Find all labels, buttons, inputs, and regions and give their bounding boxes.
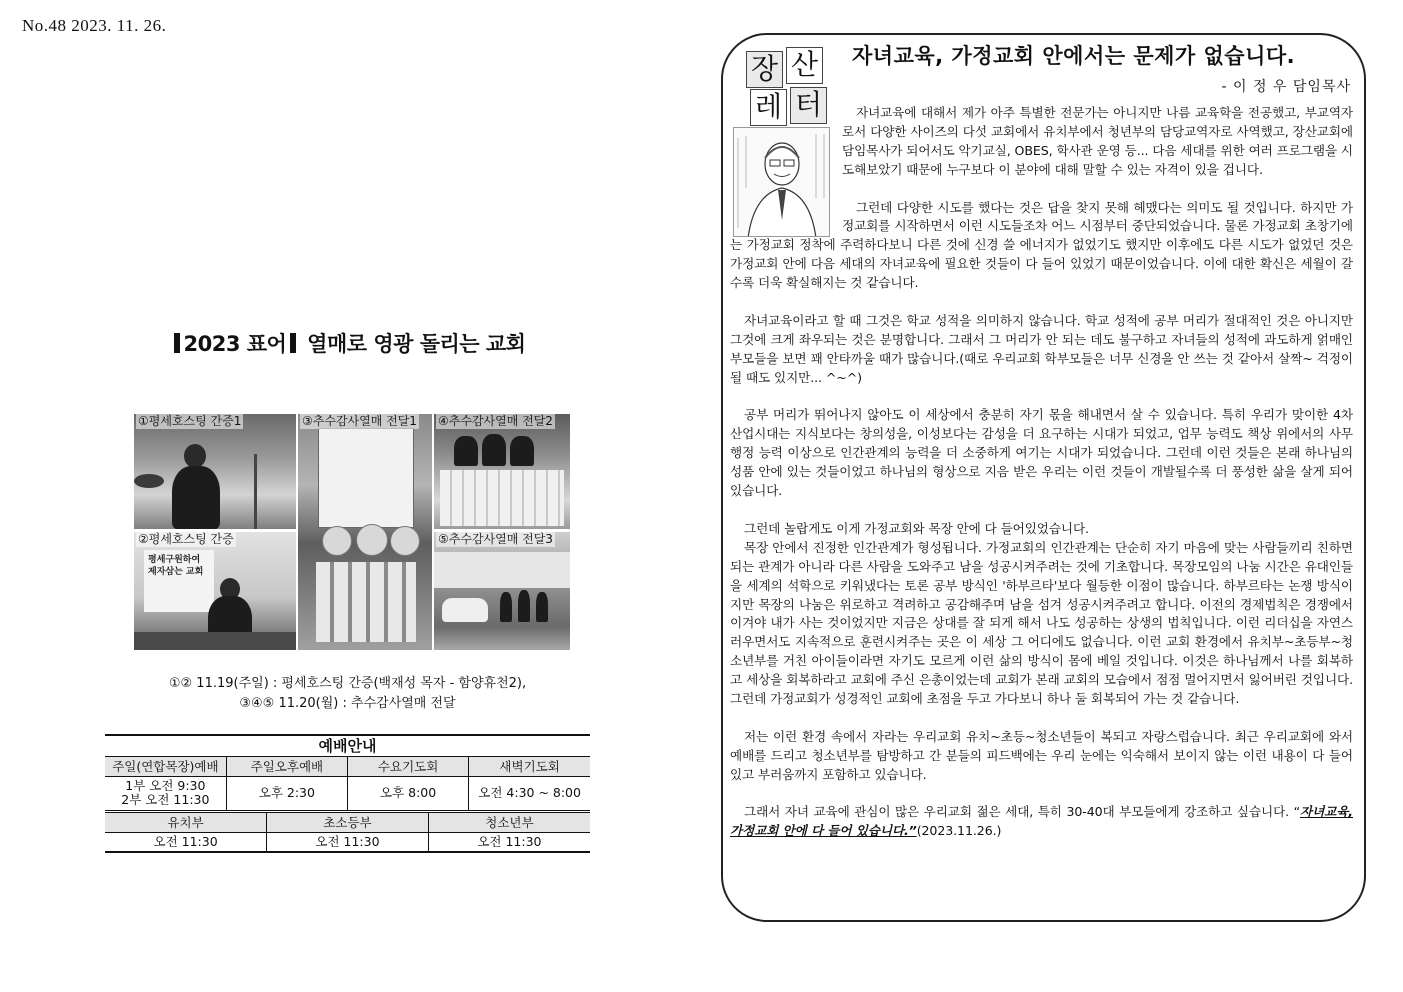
photo-caption-5: ⑤추수감사열매 전달3 — [438, 532, 553, 546]
motto-bar-right — [290, 333, 296, 353]
motto-heading — [105, 328, 590, 358]
header-youth: 청소년부 — [428, 813, 590, 832]
letter-paragraph-7 — [730, 803, 1353, 841]
worship-table — [105, 757, 590, 810]
wednesday-time: 오후 8:00 — [348, 776, 469, 810]
stamp-char-2: 산 — [786, 47, 823, 84]
photo-description-line2: ③④⑤ 11.20(월) : 추수감사열매 전달 — [239, 696, 456, 711]
photo-caption-2: ②평세호스팅 간증 — [138, 532, 234, 546]
issue-number: No.48 2023. 11. 26. — [22, 16, 167, 35]
closing-text: 그래서 자녀 교육에 관심이 많은 우리교회 젊은 세대, 특히 30-40대 부모들에게 강조하고 싶습니다. “ — [744, 804, 1301, 820]
photo-harvest-3 — [434, 532, 570, 650]
photo-banner: 평세구원하여 제자삼는 교회 — [144, 550, 214, 612]
header-sunday: 주일(연합목장)예배 — [105, 757, 226, 776]
header-elementary: 초소등부 — [267, 813, 429, 832]
photo-caption-1: ①평세호스팅 간증1 — [138, 414, 242, 428]
photo-testimony-2 — [134, 532, 296, 650]
motto-text: 열매로 영광 돌리는 교회 — [307, 332, 526, 356]
stamp-char-1: 장 — [746, 51, 783, 88]
photo-harvest-1 — [298, 414, 432, 650]
photo-description — [105, 674, 590, 714]
kindergarten-time: 오전 11:30 — [153, 833, 218, 849]
department-table — [105, 813, 590, 851]
letter-author: - 이 정 우 담임목사 — [1221, 79, 1351, 95]
header-dawn: 새벽기도회 — [469, 757, 590, 776]
photo-harvest-2 — [434, 414, 570, 529]
stamp-char-3: 레 — [750, 89, 787, 126]
letter-title: 자녀교육, 가정교회 안에서는 문제가 없습니다. — [852, 44, 1296, 68]
photo-testimony-1 — [134, 414, 296, 529]
letter-paragraph-1: 자녀교육에 대해서 제가 아주 특별한 전문가는 아니지만 나름 교육학을 전공했고, 부교역자로서 다양한 사이즈의 다섯 교회에서 유치부에서 청년부의 담당교역자로 사역했고, 장산교회에 담임목사가 되어서도 악기교실, OBES, 학사관 운영 등... 다음 세대를 위한 여러 프로그램을 시도해보았기 때문에 누구보다 이 분야에 대해 말할 수 있는 자격이 있을 겁니다. — [842, 105, 1353, 177]
letter-paragraph-5b: 목장 안에서 진정한 인간관계가 형성됩니다. 가정교회의 인간관계는 단순히 자기 마음에 맞는 사람들끼리 친하면 되는 관계가 아니라 다른 사람을 도와주고 남을 성공시켜주려는 것에 기초합니다. 목장모임의 나눔 시간은 유대인들을 세계의 석학으로 키워냈다는 토론 공부 방식인 '하부르타'보다 월등한 이점이 많습니다. 하부르타는 논쟁 방식이지만 목장의 나눔은 위로하고 격려하고 공감해주며 남을 섬겨 성공시켜주려고 합니다. 이전의 경제법칙은 경쟁에서 이겨야 내가 사는 것이었지만 지금은 상대를 잘 되게 해서 나도 성공하는 상생의 법칙입니다. 이런 리더십을 자연스러우면서도 지속적으로 훈련시켜주는 곳은 이 세상 그 어디에도 없습니다. 이런 교회 환경에서 유치부~초등부~청소년부를 거친 아이들이라면 자기도 모르게 이런 삶의 방식이 몸에 베일 것입니다. 이것은 하나님께서 나를 회복하고 세상을 회복하라고 교회에 주신 은총이었는데 교회가 본래 교회의 모습에서 점점 멀어지면서 잃어버린 것입니다. 그런데 가정교회가 성경적인 교회에 초점을 두고 가다보니 하나 둘 회복되어 가는 것 같습니다. — [730, 539, 1353, 707]
letter-paragraph-2: 그런데 다양한 시도를 했다는 것은 답을 찾지 못해 헤맸다는 의미도 될 것입니다. 하지만 가정교회를 시작하면서 이런 시도들조차 어느 시점부터 중단되었습니다. 물론 가정교회 초창기에는 가정교회 정착에 주력하다보니 다른 것에 신경 쓸 에너지가 없었기도 했지만 이후에도 다른 시도가 없었던 것은 가정교회 안에 다음 세대의 자녀교육에 필요한 것들이 다 들어 있었기 때문이었습니다. 이에 대한 확신은 세월이 갈수록 더욱 확실해지는 것 같습니다. — [730, 199, 1353, 291]
header-afternoon: 주일오후예배 — [226, 757, 347, 776]
header-kindergarten: 유치부 — [105, 813, 267, 832]
photo-description-line1: ①② 11.19(주일) : 평세호스팅 간증(백재성 목자 - 함양휴천2), — [168, 676, 527, 691]
afternoon-time: 오후 2:30 — [226, 776, 347, 810]
youth-time: 오전 11:30 — [428, 832, 590, 851]
sunday-first: 1부 오전 9:30 — [125, 778, 206, 794]
letter-body — [730, 104, 1353, 841]
photo-caption-3: ③추수감사열매 전달1 — [302, 414, 417, 428]
header-wednesday: 수요기도회 — [348, 757, 469, 776]
motto-bar-left — [174, 333, 180, 353]
letter-paragraph-5a: 그런데 놀랍게도 이게 가정교회와 목장 안에 다 들어있었습니다. — [744, 520, 1089, 536]
worship-schedule-title: 예배안내 — [105, 736, 590, 757]
worship-schedule — [105, 734, 590, 853]
photo-caption-4: ④추수감사열매 전달2 — [438, 414, 553, 428]
closing-emphasis: 자녀교육, 가정교회 안에 다 들어 있습니다.” — [730, 804, 1353, 839]
dawn-time: 오전 4:30 ~ 8:00 — [469, 776, 590, 810]
closing-date: (2023.11.26.) — [916, 823, 1002, 839]
letter-paragraph-3: 자녀교육이라고 할 때 그것은 학교 성적을 의미하지 않습니다. 학교 성적에 공부 머리가 절대적인 것은 아니지만 그것에 크게 좌우되는 것은 분명합니다. 그래서 그 머리가 안 되는 데도 불구하고 자녀들의 성적에 과도하게 얽매인 부모들을 보면 꽤 안타까울 때가 많습니다.(때로 우리교회 학부모들은 너무 신경을 안 쓰는 것 같아서 살짝~ 걱정이 될 때도 있지만... ^~^) — [730, 312, 1353, 385]
motto-year: 2023 표어 — [183, 332, 287, 356]
sunday-second: 2부 오전 11:30 — [121, 792, 210, 808]
photo-collage — [134, 414, 570, 650]
letter-paragraph-4: 공부 머리가 뛰어나지 않아도 이 세상에서 충분히 자기 몫을 해내면서 살 수 있습니다. 특히 우리가 맞이한 4차 산업시대는 지식보다는 창의성을, 이성보다는 감성을 더 요구하는 시대가 되었고, 업무 능력도 책상 위에서의 사무 행정 능력 이상으로 인간관계의 능력을 더 소중하게 여기는 시대가 되었습니다. 그런데 이런 것들은 본래 하나님의 성품 안에 있는 것들이었고 하나님의 형상으로 지음 받은 우리는 이런 것들이 개발될수록 더 풍성한 삶을 살게 되어 있습니다. — [730, 407, 1353, 499]
portrait-space — [730, 104, 842, 236]
letter-paragraph-6: 저는 이런 환경 속에서 자라는 우리교회 유치~초등~청소년들이 복되고 자랑스럽습니다. 최근 우리교회에 와서 예배를 드리고 청소년부를 탐방하고 간 분들의 피드백에는 우리 눈에는 익숙해서 보이지 않는 이런 내용이 다 들어있고 부러움까지 포함하고 있습니다. — [730, 728, 1353, 782]
stamp-char-4: 터 — [790, 87, 827, 124]
sunday-times — [105, 776, 226, 810]
elementary-time: 오전 11:30 — [267, 832, 429, 851]
